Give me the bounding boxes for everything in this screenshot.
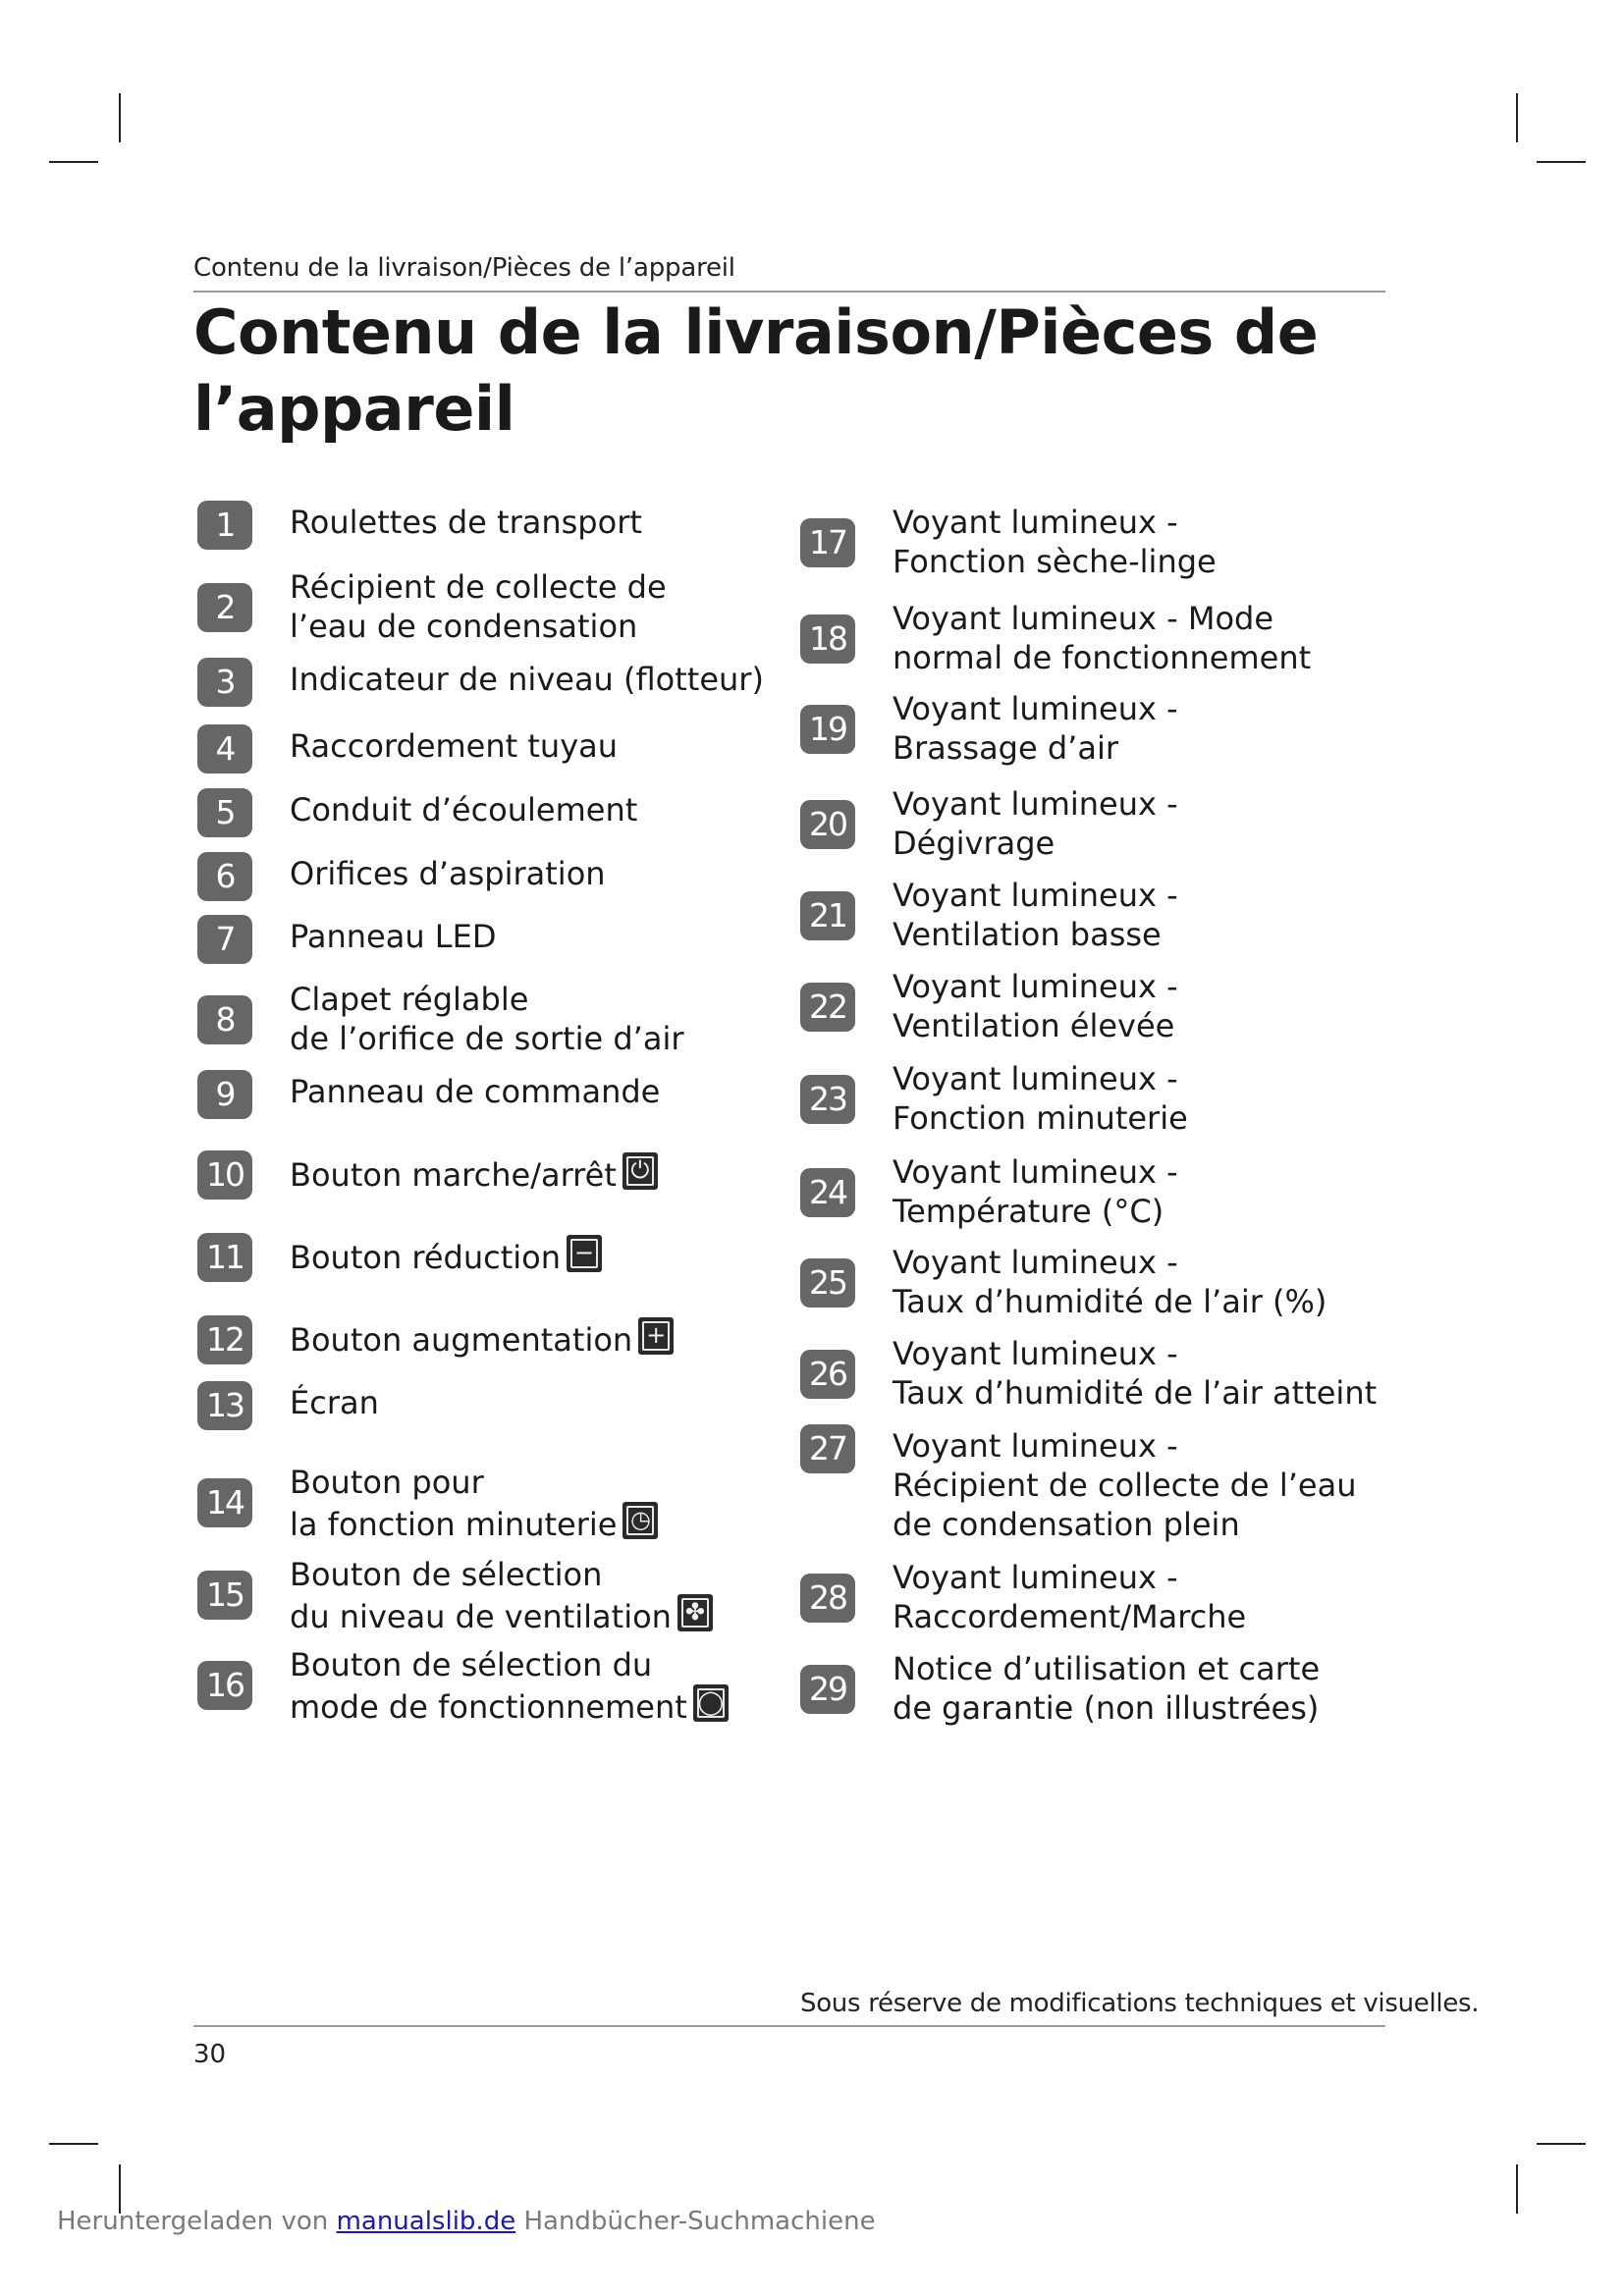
part-label-text: de garantie (non illustrées)	[893, 1689, 1320, 1727]
part-label	[893, 1059, 1188, 1138]
header-rule	[193, 291, 1385, 293]
page-title-line: Contenu de la livraison/Pièces de	[193, 296, 1319, 368]
part-label	[290, 1072, 660, 1111]
part-label-text: Panneau de commande	[290, 1073, 661, 1110]
mode-icon-glyph: ◯	[697, 1688, 725, 1716]
part-label	[893, 1649, 1320, 1728]
fan-icon-glyph: ✤	[684, 1598, 705, 1626]
part-label	[290, 1463, 658, 1544]
part-number-badge: 17	[800, 518, 855, 567]
part-label-text: Bouton de sélection du	[290, 1646, 653, 1683]
part-label-line	[290, 567, 667, 607]
part-number-badge: 10	[197, 1150, 252, 1200]
part-label	[893, 784, 1178, 863]
crop-mark	[119, 93, 121, 142]
part-label-text: Voyant lumineux -	[893, 968, 1178, 1005]
part-number-badge: 29	[800, 1665, 855, 1714]
part-number-badge: 2	[197, 583, 252, 632]
part-label	[893, 967, 1178, 1045]
part-number-badge: 1	[197, 501, 252, 550]
part-label-line	[893, 824, 1178, 863]
part-number-badge: 28	[800, 1574, 855, 1623]
part-label-text: Brassage d’air	[893, 729, 1118, 767]
part-label-line	[893, 1334, 1377, 1373]
part-label-line	[290, 726, 618, 766]
part-label-line	[290, 1317, 674, 1360]
part-label-text: Ventilation basse	[893, 916, 1162, 953]
part-label-text: Raccordement tuyau	[290, 727, 619, 765]
part-label-text: Indicateur de niveau (flotteur)	[290, 661, 764, 698]
part-number-badge: 27	[800, 1424, 855, 1473]
part-number-badge: 11	[197, 1233, 252, 1282]
part-label-line	[893, 1466, 1356, 1505]
part-label-line	[290, 1594, 713, 1636]
crop-mark	[49, 2143, 98, 2145]
part-label-line	[893, 1059, 1188, 1098]
part-label-text: l’eau de condensation	[290, 608, 638, 645]
part-label-line	[290, 1555, 713, 1594]
part-label-line	[290, 1684, 729, 1727]
part-label-line	[290, 1502, 658, 1544]
part-label-text: Bouton de sélection	[290, 1556, 603, 1593]
part-number-badge: 8	[197, 995, 252, 1044]
minus-icon	[567, 1235, 602, 1272]
footer-suffix: Handbücher-Suchmachiene	[523, 2207, 876, 2236]
part-number-badge: 15	[197, 1571, 252, 1620]
part-label-line	[290, 790, 637, 829]
part-label-line	[290, 660, 764, 699]
part-label-text: Température (°C)	[893, 1193, 1164, 1230]
part-label-line	[893, 638, 1311, 677]
part-label-text: Clapet réglable	[290, 981, 529, 1018]
part-label-text: Roulettes de transport	[290, 504, 642, 541]
manualslib-link[interactable]: manualslib.de	[336, 2207, 516, 2236]
part-label-line	[290, 607, 667, 646]
part-label-line	[290, 854, 606, 893]
part-number-badge: 26	[800, 1350, 855, 1399]
plus-icon	[638, 1317, 674, 1355]
part-number-badge: 20	[800, 800, 855, 849]
part-label-line	[893, 1192, 1178, 1231]
part-label-line	[893, 1505, 1356, 1544]
part-label-text: Raccordement/Marche	[893, 1598, 1247, 1635]
part-label-line	[290, 1235, 602, 1277]
part-label-line	[893, 1597, 1246, 1636]
part-number-badge: 22	[800, 983, 855, 1032]
part-label	[290, 1152, 658, 1195]
part-number-badge: 9	[197, 1070, 252, 1119]
part-label-line	[893, 728, 1178, 768]
part-label-line	[290, 1152, 658, 1195]
part-number-badge: 3	[197, 658, 252, 707]
part-label-text: Panneau LED	[290, 918, 497, 955]
part-number-badge: 5	[197, 788, 252, 837]
part-label	[290, 980, 683, 1058]
part-label-line	[290, 1645, 729, 1684]
part-label	[290, 1317, 674, 1360]
part-label-text: Bouton marche/arrêt	[290, 1156, 617, 1194]
part-number-badge: 18	[800, 614, 855, 664]
part-label-text: Écran	[290, 1384, 379, 1421]
part-label-text: Voyant lumineux -	[893, 1060, 1178, 1097]
part-label-line	[893, 967, 1178, 1006]
part-label-line	[290, 1072, 660, 1111]
part-label-line	[893, 503, 1217, 542]
part-label-text: Ventilation élevée	[893, 1007, 1175, 1044]
part-label	[893, 1558, 1246, 1636]
part-label-line	[290, 917, 496, 956]
plus-icon-glyph: +	[646, 1321, 667, 1349]
part-label	[290, 917, 496, 956]
page-title-line: l’appareil	[193, 373, 515, 445]
part-label-line	[290, 980, 683, 1019]
running-header: Contenu de la livraison/Pièces de l’appareil	[193, 253, 735, 283]
part-label-text: Voyant lumineux -	[893, 504, 1178, 541]
part-label-line	[893, 1688, 1320, 1728]
crop-mark	[1516, 93, 1518, 142]
part-label-line	[893, 915, 1178, 954]
part-label-line	[893, 599, 1311, 638]
part-label	[290, 854, 606, 893]
part-label-text: Bouton augmentation	[290, 1321, 633, 1359]
part-label-text: Bouton pour	[290, 1464, 484, 1501]
footer-rule	[193, 2025, 1385, 2027]
part-label-text: Voyant lumineux - Mode	[893, 600, 1274, 637]
part-number-badge: 13	[197, 1381, 252, 1430]
footer-prefix: Heruntergeladen von	[57, 2207, 329, 2236]
part-label-line	[290, 1463, 658, 1502]
part-label-line	[893, 1558, 1246, 1597]
part-label-text: Voyant lumineux -	[893, 1427, 1178, 1465]
part-label	[893, 1152, 1178, 1231]
part-label	[290, 503, 642, 542]
part-label	[290, 1555, 713, 1636]
part-label-text: Taux d’humidité de l’air atteint	[893, 1374, 1378, 1412]
part-number-badge: 6	[197, 852, 252, 901]
part-label-line	[290, 1019, 683, 1058]
part-label-text: Fonction sèche-linge	[893, 543, 1217, 580]
crop-mark	[49, 161, 98, 163]
part-number-badge: 23	[800, 1075, 855, 1124]
page-number: 30	[193, 2040, 227, 2069]
part-label-text: Voyant lumineux -	[893, 785, 1178, 823]
part-label-line	[893, 1152, 1178, 1192]
part-label-text: Taux d’humidité de l’air (%)	[893, 1283, 1327, 1320]
part-label-text: du niveau de ventilation	[290, 1598, 672, 1635]
part-label-text: mode de fonctionnement	[290, 1688, 687, 1726]
part-number-badge: 14	[197, 1478, 252, 1527]
part-label-text: de l’orifice de sortie d’air	[290, 1020, 684, 1057]
part-label-text: Voyant lumineux -	[893, 877, 1178, 914]
part-label	[893, 599, 1311, 677]
part-label-text: Notice d’utilisation et carte	[893, 1650, 1321, 1687]
part-label-line	[893, 542, 1217, 581]
part-label	[893, 689, 1178, 768]
crop-mark	[1537, 2143, 1586, 2145]
part-label-line	[893, 1426, 1356, 1466]
part-label-line	[290, 1383, 379, 1422]
part-label	[893, 503, 1217, 581]
part-label-line	[893, 876, 1178, 915]
part-label	[290, 726, 618, 766]
part-label	[893, 876, 1178, 954]
part-number-badge: 21	[800, 891, 855, 940]
part-label-text: Fonction minuterie	[893, 1099, 1188, 1137]
power-icon	[623, 1152, 658, 1190]
part-label-line	[893, 1649, 1320, 1688]
part-number-badge: 24	[800, 1168, 855, 1217]
part-number-badge: 16	[197, 1661, 252, 1710]
part-label	[893, 1426, 1356, 1544]
part-label-line	[893, 1282, 1326, 1321]
part-label-text: Voyant lumineux -	[893, 1244, 1178, 1281]
part-number-badge: 12	[197, 1315, 252, 1364]
part-label-text: Voyant lumineux -	[893, 1153, 1178, 1191]
timer-icon	[623, 1502, 658, 1539]
part-label-line	[893, 1098, 1188, 1138]
part-label	[290, 660, 764, 699]
part-label	[893, 1334, 1377, 1413]
part-label-text: Dégivrage	[893, 825, 1056, 862]
part-number-badge: 25	[800, 1258, 855, 1308]
part-label	[290, 790, 637, 829]
part-label-line	[893, 1373, 1377, 1413]
timer-icon-glyph: ◷	[629, 1506, 651, 1533]
part-label-line	[893, 1006, 1178, 1045]
power-icon-glyph: ⏻	[630, 1156, 650, 1184]
part-label-text: Bouton réduction	[290, 1239, 562, 1276]
part-label-line	[893, 689, 1178, 728]
part-label-text: normal de fonctionnement	[893, 639, 1312, 676]
part-label	[290, 1235, 602, 1277]
part-label-text: de condensation plein	[893, 1506, 1240, 1543]
part-label-text: Voyant lumineux -	[893, 1335, 1178, 1372]
part-label-text: Récipient de collecte de l’eau	[893, 1467, 1357, 1504]
minus-icon-glyph: −	[573, 1239, 595, 1266]
part-number-badge: 4	[197, 724, 252, 774]
crop-mark	[1537, 161, 1586, 163]
part-label-text: Orifices d’aspiration	[290, 855, 606, 892]
part-label-line	[290, 503, 642, 542]
part-number-badge: 7	[197, 915, 252, 964]
part-label	[290, 1645, 729, 1727]
page-title	[193, 294, 1421, 448]
part-label-text: Récipient de collecte de	[290, 568, 667, 606]
part-label-text: Voyant lumineux -	[893, 1559, 1178, 1596]
part-label	[290, 567, 667, 646]
part-label	[290, 1383, 379, 1422]
part-label-text: Conduit d’écoulement	[290, 791, 638, 828]
part-label	[893, 1243, 1326, 1321]
part-number-badge: 19	[800, 705, 855, 754]
mode-icon	[693, 1684, 729, 1722]
part-label-line	[893, 784, 1178, 824]
download-footer	[57, 2207, 876, 2236]
part-label-line	[893, 1243, 1326, 1282]
fan-icon	[677, 1594, 713, 1631]
disclaimer: Sous réserve de modifications techniques et visuelles.	[800, 1989, 1480, 2018]
part-label-text: Voyant lumineux -	[893, 690, 1178, 727]
part-label-text: la fonction minuterie	[290, 1506, 618, 1543]
crop-mark	[1516, 2164, 1518, 2214]
